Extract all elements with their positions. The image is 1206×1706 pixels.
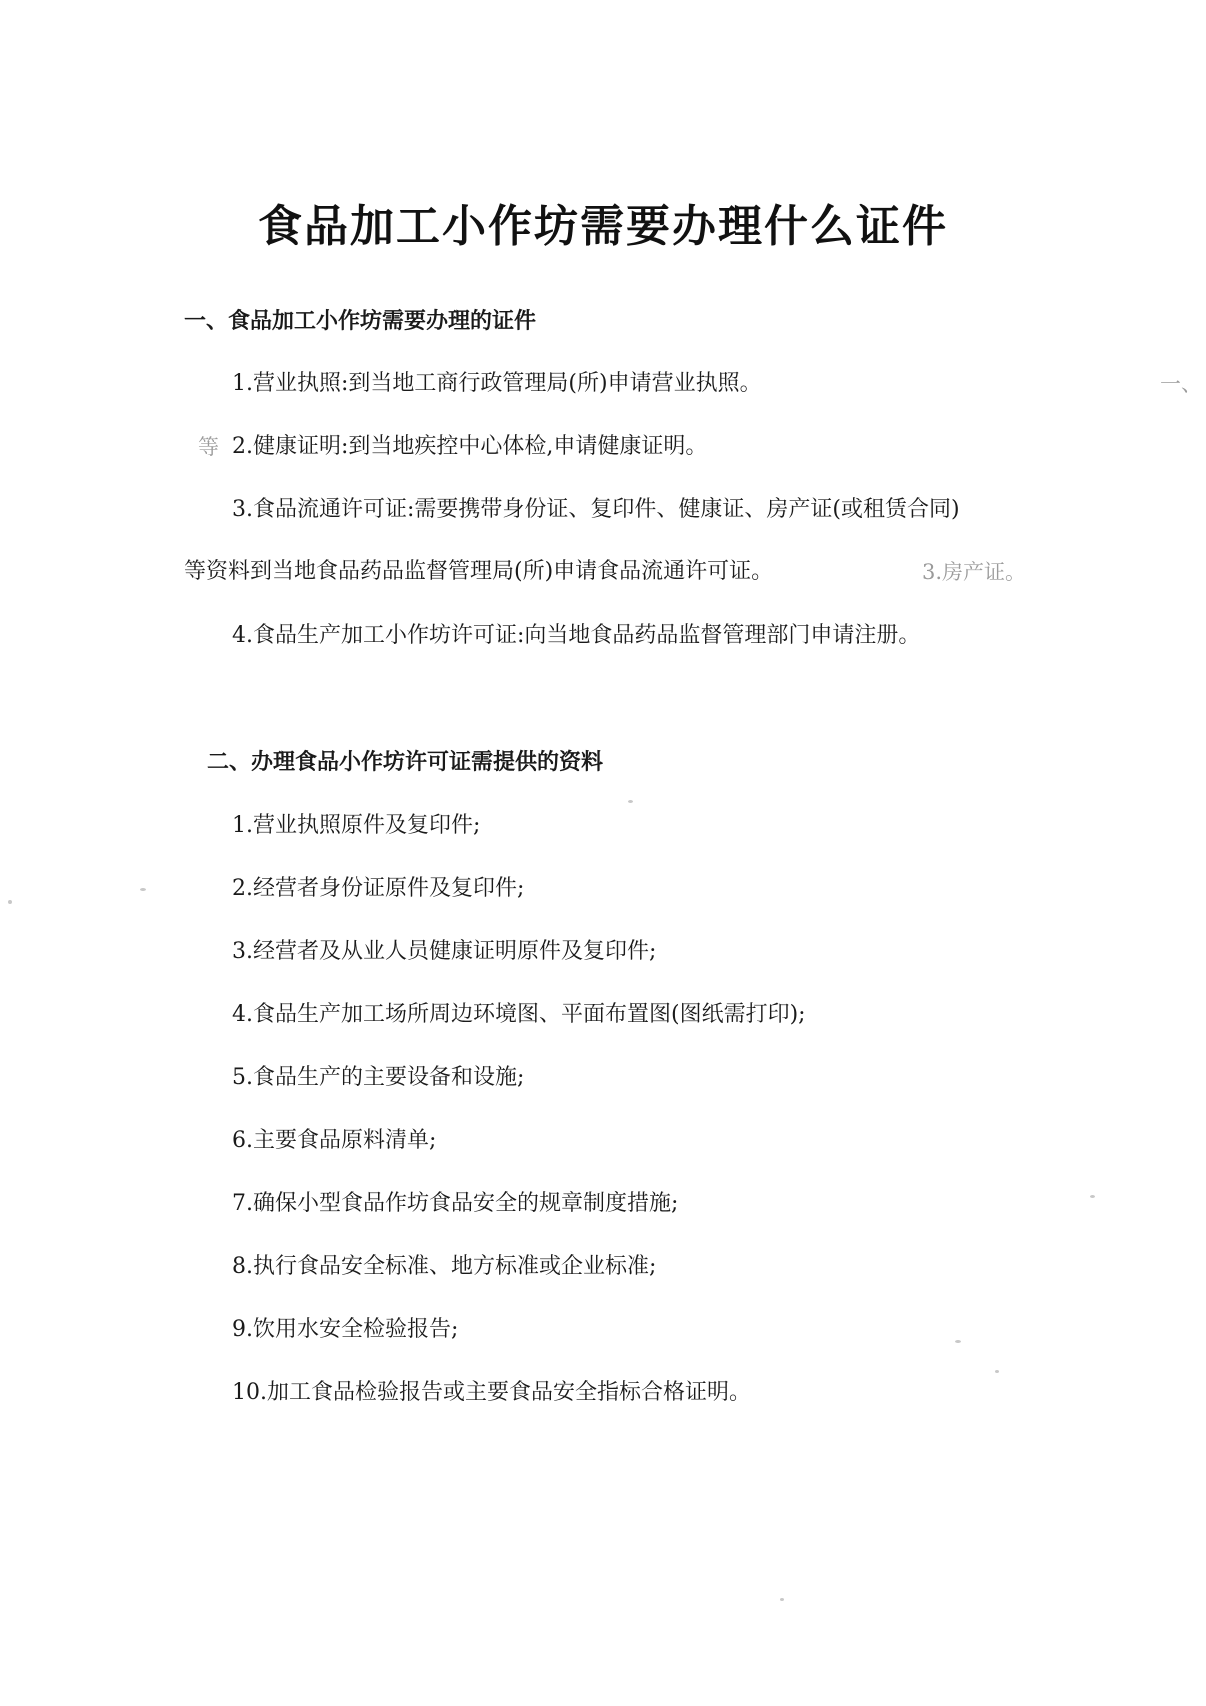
bleed-text-right: 3.房产证。: [922, 560, 1027, 584]
section-1-item-3-continued: 等资料到当地食品药品监督管理局(所)申请食品流通许可证。: [184, 559, 774, 584]
section-1-heading: 一、食品加工小作坊需要办理的证件: [184, 309, 537, 334]
section-2-item-4: 4.食品生产加工场所周边环境图、平面布置图(图纸需打印);: [232, 1002, 806, 1027]
section-2-item-6: 6.主要食品原料清单;: [232, 1128, 437, 1153]
scan-speck: [628, 800, 633, 803]
scan-speck: [140, 888, 146, 891]
section-2-item-1: 1.营业执照原件及复印件;: [232, 813, 481, 838]
scan-speck: [780, 1598, 784, 1601]
section-2-item-10: 10.加工食品检验报告或主要食品安全指标合格证明。: [232, 1380, 751, 1405]
section-1-item-3: 3.食品流通许可证:需要携带身份证、复印件、健康证、房产证(或租赁合同): [232, 497, 960, 522]
scan-speck: [8, 900, 12, 904]
section-1-item-1: 1.营业执照:到当地工商行政管理局(所)申请营业执照。: [232, 371, 762, 396]
section-2-item-9: 9.饮用水安全检验报告;: [232, 1317, 459, 1342]
section-2-item-7: 7.确保小型食品作坊食品安全的规章制度措施;: [232, 1191, 679, 1216]
section-2-heading: 二、办理食品小作坊许可证需提供的资料: [207, 750, 604, 775]
section-2-item-8: 8.执行食品安全标准、地方标准或企业标准;: [232, 1254, 657, 1279]
section-1-item-2: 2.健康证明:到当地疾控中心体检,申请健康证明。: [232, 434, 708, 459]
scan-speck: [955, 1340, 961, 1343]
bleed-text-right-edge: 一、: [1160, 372, 1202, 396]
page-title: 食品加工小作坊需要办理什么证件: [258, 201, 948, 252]
scan-speck: [1090, 1195, 1095, 1198]
bleed-text-left: 等: [198, 435, 219, 459]
scan-speck: [995, 1370, 999, 1373]
section-2-item-5: 5.食品生产的主要设备和设施;: [232, 1065, 525, 1090]
section-2-item-2: 2.经营者身份证原件及复印件;: [232, 876, 525, 901]
section-2-item-3: 3.经营者及从业人员健康证明原件及复印件;: [232, 939, 657, 964]
section-1-item-4: 4.食品生产加工小作坊许可证:向当地食品药品监督管理部门申请注册。: [232, 623, 921, 648]
